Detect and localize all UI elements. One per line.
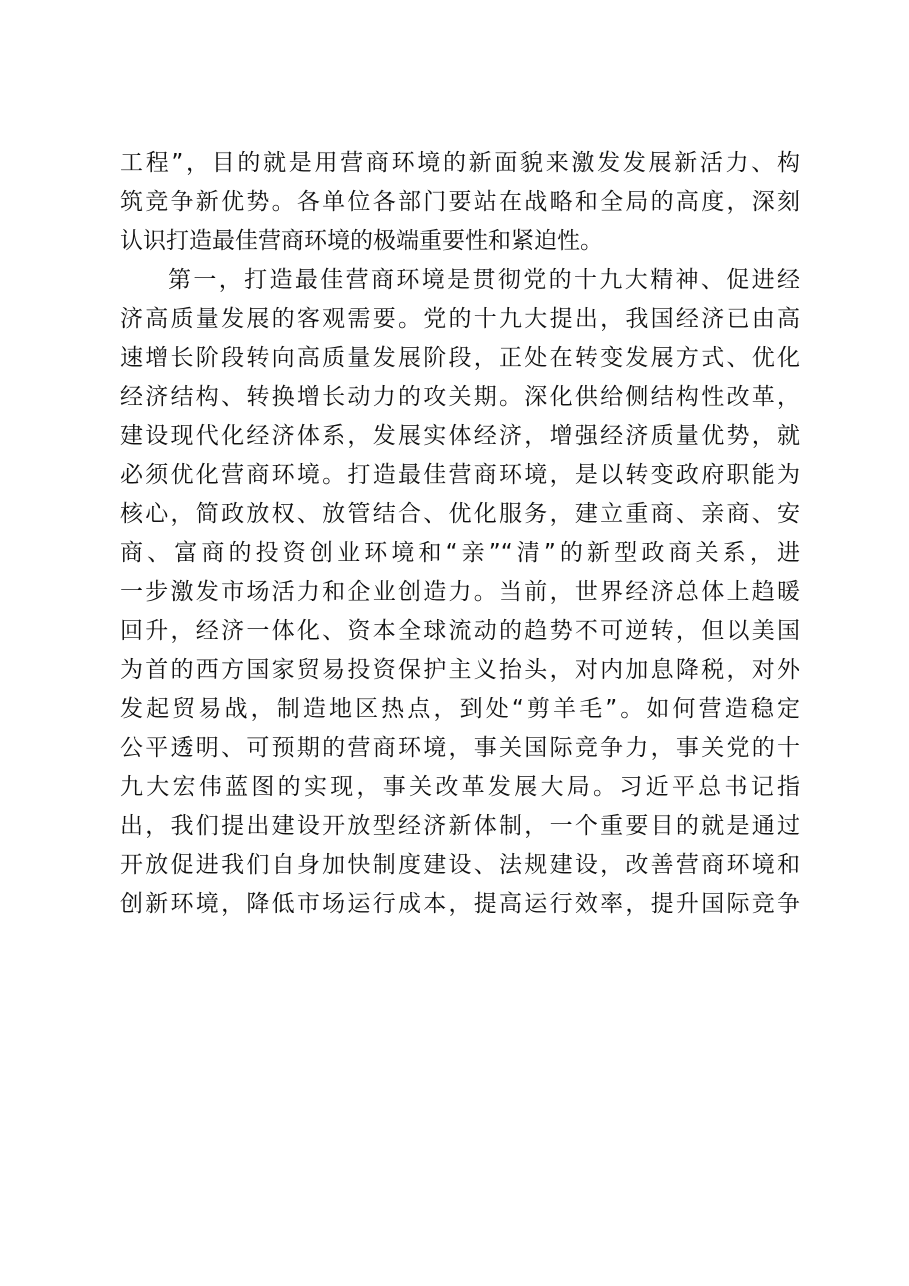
text-line: 必须优化营商环境。打造最佳营商环境，是以转变政府职能为	[120, 462, 800, 488]
text-line: 认识打造最佳营商环境的极端重要性和紧迫性。	[120, 228, 603, 254]
text-line: 出，我们提出建设开放型经济新体制，一个重要目的就是通过	[120, 813, 800, 839]
text-line: 筑竞争新优势。各单位各部门要站在战略和全局的高度，深刻	[120, 189, 800, 215]
text-line: 速增长阶段转向高质量发展阶段，正处在转变发展方式、优化	[120, 345, 800, 371]
paragraph	[120, 261, 800, 924]
text-line: 创新环境，降低市场运行成本，提高运行效率，提升国际竞争	[120, 891, 800, 917]
text-line: 回升，经济一体化、资本全球流动的趋势不可逆转，但以美国	[120, 618, 800, 644]
text-line: 工程”，目的就是用营商环境的新面貌来激发发展新活力、构	[120, 150, 800, 176]
text-line: 发起贸易战，制造地区热点，到处“剪羊毛”。如何营造稳定	[120, 696, 800, 722]
text-line: 开放促进我们自身加快制度建设、法规建设，改善营商环境和	[120, 852, 800, 878]
text-line: 济高质量发展的客观需要。党的十九大提出，我国经济已由高	[120, 306, 800, 332]
text-line: 经济结构、转换增长动力的攻关期。深化供给侧结构性改革，	[120, 384, 800, 410]
text-line: 核心，简政放权、放管结合、优化服务，建立重商、亲商、安	[120, 501, 800, 527]
text-line: 建设现代化经济体系，发展实体经济，增强经济质量优势，就	[120, 423, 800, 449]
text-line: 第一，打造最佳营商环境是贯彻党的十九大精神、促进经	[168, 267, 800, 293]
paragraph	[120, 144, 800, 261]
text-line: 商、富商的投资创业环境和“亲”“清”的新型政商关系，进	[120, 540, 800, 566]
text-line: 一步激发市场活力和企业创造力。当前，世界经济总体上趋暖	[120, 579, 800, 605]
body-text	[120, 144, 800, 924]
text-line: 九大宏伟蓝图的实现，事关改革发展大局。习近平总书记指	[120, 774, 800, 800]
text-line: 为首的西方国家贸易投资保护主义抬头，对内加息降税，对外	[120, 657, 800, 683]
text-line: 公平透明、可预期的营商环境，事关国际竞争力，事关党的十	[120, 735, 800, 761]
